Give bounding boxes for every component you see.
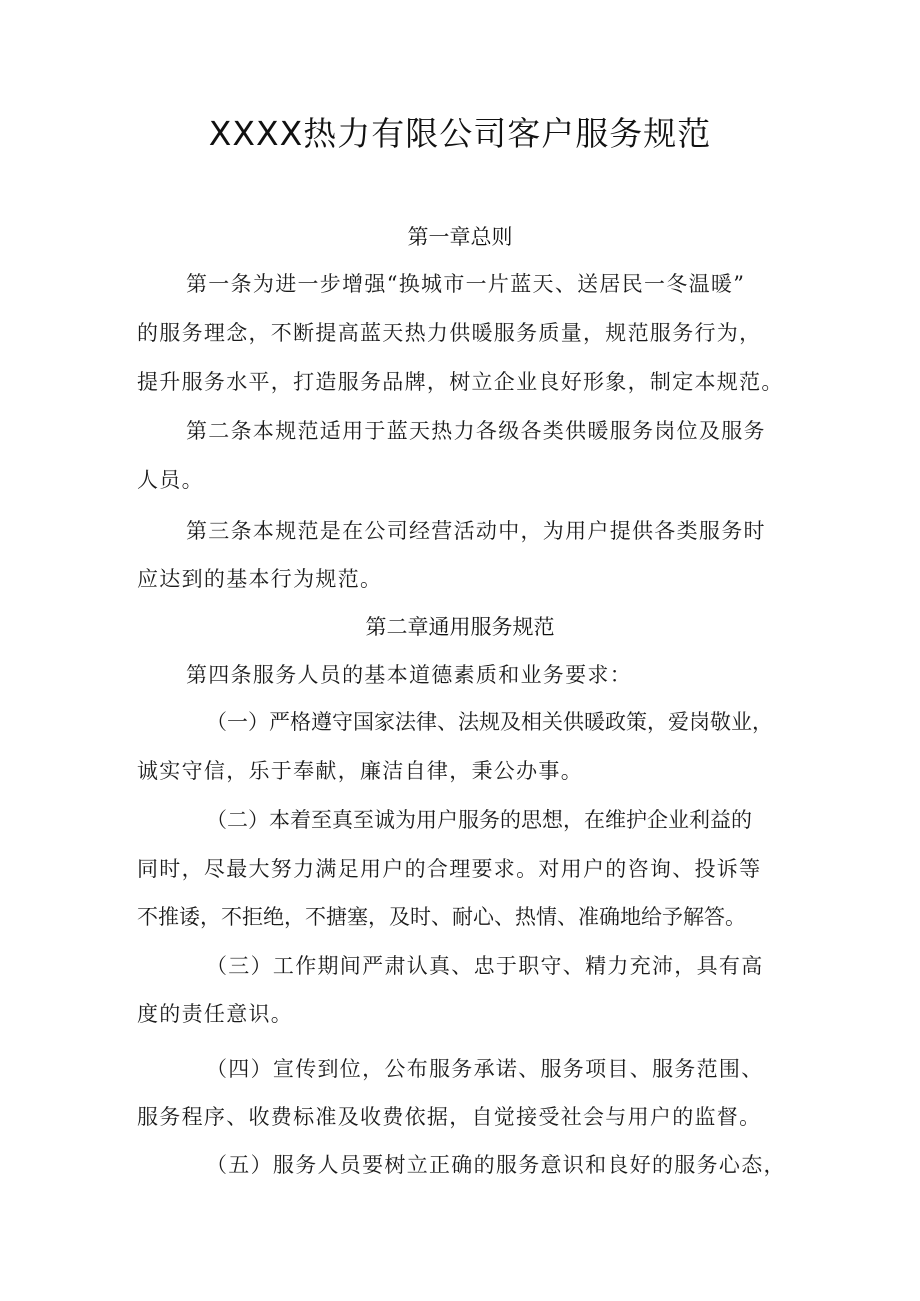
item-2-line-2: 同时，尽最大努力满足用户的合理要求。对用户的咨询、投诉等 xyxy=(137,857,762,881)
item-1-line-2: 诚实守信，乐于奉献，廉洁自律，秉公办事。 xyxy=(137,759,583,783)
article-1-line-2: 的服务理念，不断提高蓝天热力供暖服务质量，规范服务行为， xyxy=(137,321,762,345)
article-1-line-1: 第一条为进一步增强“换城市一片蓝天、送居民一冬温暖” xyxy=(186,272,746,296)
item-3-line-2: 度的责任意识。 xyxy=(137,1002,294,1026)
item-5-line-1: （五）服务人员要树立正确的服务意识和良好的服务心态， xyxy=(206,1153,786,1177)
chapter-2-heading: 第二章通用服务规范 xyxy=(365,615,555,639)
item-2-line-1: （二）本着至真至诚为用户服务的思想，在维护企业利益的 xyxy=(206,808,752,832)
item-4-line-1: （四）宣传到位，公布服务承诺、服务项目、服务范围、 xyxy=(206,1057,764,1081)
article-2-line-1: 第二条本规范适用于蓝天热力各级各类供暖服务岗位及服务 xyxy=(186,419,766,443)
item-2-line-3: 不推诿，不拒绝，不搪塞，及时、耐心、热情、准确地给予解答。 xyxy=(137,905,746,929)
document-title: XXXX热力有限公司客户服务规范 xyxy=(208,114,712,153)
item-4-line-2: 服务程序、收费标准及收费依据，自觉接受社会与用户的监督。 xyxy=(137,1105,762,1129)
article-3-line-1: 第三条本规范是在公司经营活动中，为用户提供各类服务时 xyxy=(186,519,766,543)
article-1-line-3: 提升服务水平，打造服务品牌，树立企业良好形象，制定本规范。 xyxy=(137,370,784,394)
chapter-1-heading: 第一章总则 xyxy=(407,225,513,249)
article-2-line-2: 人员。 xyxy=(137,468,204,492)
item-1-line-1: （一）严格遵守国家法律、法规及相关供暖政策，爱岗敬业， xyxy=(206,710,773,734)
item-3-line-1: （三）工作期间严肃认真、忠于职守、精力充沛，具有高 xyxy=(206,954,764,978)
article-3-line-2: 应达到的基本行为规范。 xyxy=(137,567,383,591)
article-4-line: 第四条服务人员的基本道德素质和业务要求： xyxy=(186,663,632,687)
